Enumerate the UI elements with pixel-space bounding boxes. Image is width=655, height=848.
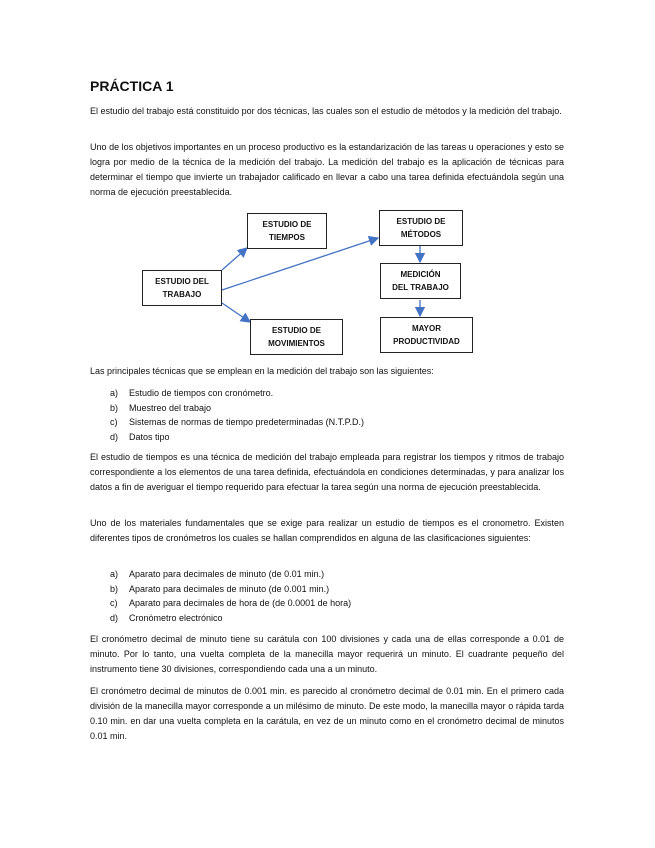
techniques-list [90,386,364,444]
arrow-to-movimientos [222,303,250,322]
paragraph-stopwatch: Uno de los materiales fundamentales que se exige para realizar un estudio de tiempos es el cronometro. Existen diferentes tipos de cronómetros los cuales se hallan comprendidos en alguna de las clasificaciones siguientes: [90,518,564,543]
paragraph-objectives: Uno de los objetivos importantes en un proceso productivo es la estandarización de las tareas u operaciones y esto se logra por medio de la técnica de la medición del trabajo. La medición del trabajo es la aplicación de técnicas para determinar el tiempo que invierte un trabajador calificado en llevar a cabo una tarea definida efectuándola según una norma de ejecución preestablecida. [90,142,564,197]
paragraph-intro: El estudio del trabajo está constituido por dos técnicas, las cuales son el estudio de métodos y la medición del trabajo. [90,106,562,116]
paragraph-decimal-minute: El cronómetro decimal de minuto tiene su carátula con 100 divisiones y cada una de ellas corresponde a 0.01 de minuto. Por lo tanto, una vuelta completa de la manecilla mayor requerirá un minuto. El cuadrante pequeño del instrumento tiene 30 divisiones, correspondiendo cada una a un minuto. [90,634,564,674]
list-item: b) Muestreo del trabajo [110,402,212,413]
list-item: b) Aparato para decimales de minuto (de 0.001 min.) [110,583,330,594]
list-item: d) Datos tipo [110,431,170,442]
paragraph-time-study: El estudio de tiempos es una técnica de medición del trabajo empleada para registrar los tiempos y ritmos de trabajo correspondiente a los elementos de una tarea definida, efectuándola en condiciones determinadas, y para analizar los datos a fin de averiguar el tiempo requerido para efectuar la tarea según una norma de ejecución preestablecida. [90,452,564,492]
list-item: a) Aparato para decimales de minuto (de 0.01 min.) [110,569,325,579]
paragraph-techniques: Las principales técnicas que se emplean en la medición del trabajo son las siguientes: [90,366,434,376]
box-mayor-productividad: MAYOR PRODUCTIVIDAD [380,317,473,353]
page-title: PRÁCTICA 1 [90,78,174,94]
list-item: c) Sistemas de normas de tiempo predeterminadas (N.T.P.D.) [110,417,364,427]
box-estudio-tiempos: ESTUDIO DE TIEMPOS [247,213,327,249]
paragraph-decimal-thousandth: El cronómetro decimal de minutos de 0.001 min. es parecido al cronómetro decimal de 0.01 min. En el primero cada división de la manecilla mayor corresponde a un milésimo de minuto. De este modo, la manecilla mayor o rápida tarda 0.10 min. en dar una vuelta completa en la carátula, en vez de un minuto como en el cronómetro decimal de minutos 0.01 min. [90,686,564,741]
list-item: a) Estudio de tiempos con cronómetro. [110,388,274,398]
box-estudio-trabajo: ESTUDIO DEL TRABAJO [142,270,222,306]
work-study-diagram [90,200,564,360]
box-estudio-metodos: ESTUDIO DE MÉTODOS [379,210,463,246]
list-item: d) Cronómetro electrónico [110,612,223,623]
arrow-to-tiempos [222,248,247,270]
stopwatch-types-list [90,567,351,625]
box-medicion-trabajo: MEDICIÓN DEL TRABAJO [380,263,461,299]
list-item: c) Aparato para decimales de hora de (de 0.0001 de hora) [110,598,352,608]
box-estudio-movimientos: ESTUDIO DE MOVIMIENTOS [250,319,343,355]
